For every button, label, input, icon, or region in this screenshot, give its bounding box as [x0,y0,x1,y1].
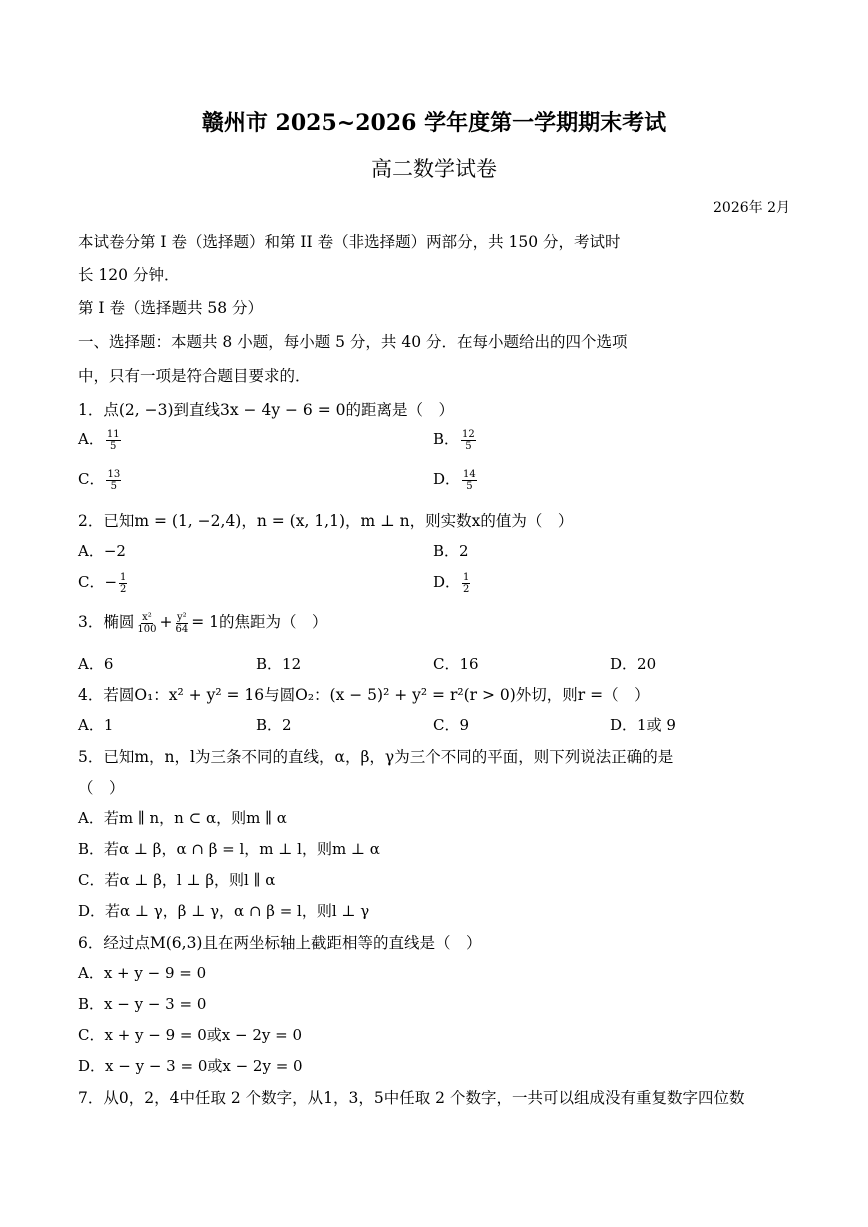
section-1-instructions-2: 中，只有一项是符合题目要求的． [78,367,311,385]
q3-option-a: A．6 [78,655,114,673]
question-7-stem: 7．从0，2，4中任取 2 个数字，从1，3，5中任取 2 个数字，一共可以组成没有重复数字四位数 [78,1089,745,1107]
q6-option-a: A．x + y − 9 = 0 [78,964,207,982]
exam-title: 赣州市 2025~2026 学年度第一学期期末考试 [201,110,667,136]
q6-option-d: D．x − y − 3 = 0或x − 2y = 0 [78,1057,303,1075]
q4-option-a: A．1 [78,716,114,734]
q5-option-b: B．若α ⊥ β，α ∩ β = l，m ⊥ l，则m ⊥ α [78,840,380,858]
q3-option-c: C．16 [433,655,479,673]
question-5-stem-2: （ ） [78,779,125,797]
part-1-heading: 第 I 卷（选择题共 58 分） [78,299,264,317]
q1-option-a: A． $\frac{11}{5}$ [78,428,120,452]
q1-option-c: C． $\frac{13}{5}$ [78,468,121,492]
q6-option-c: C．x + y − 9 = 0或x − 2y = 0 [78,1026,303,1044]
q2-option-d: D． $\frac{1}{2}$ [433,571,470,595]
question-4-stem: 4．若圆O₁：x² + y² = 16与圆O₂：(x − 5)² + y² = r²(r > 0)外切，则r =（ ） [78,686,650,704]
q2-option-a: A．−2 [78,542,126,560]
q4-option-d: D．1或 9 [610,716,676,734]
q3-option-d: D．20 [610,655,657,673]
q2-option-b: B．2 [433,542,469,560]
q1-option-b: B． $\frac{12}{5}$ [433,428,475,452]
q5-option-a: A．若m ∥ n，n ⊂ α，则m ∥ α [78,809,287,827]
exam-subtitle: 高二数学试卷 [371,157,497,181]
question-2-stem: 2．已知m = (1, −2,4)，n = (x, 1,1)，m ⊥ n，则实数x的值为（ ） [78,512,574,530]
q3-option-b: B．12 [256,655,302,673]
q5-option-c: C．若α ⊥ β，l ⊥ β，则l ∥ α [78,871,276,889]
q5-option-d: D．若α ⊥ γ，β ⊥ γ，α ∩ β = l，则l ⊥ γ [78,902,370,920]
q6-option-b: B．x − y − 3 = 0 [78,995,207,1013]
question-1-stem: 1．点(2, −3)到直线3x − 4y − 6 = 0的距离是（ ） [78,401,454,419]
q1-option-d: D． $\frac{14}{5}$ [433,468,476,492]
question-5-stem-1: 5．已知m，n，l为三条不同的直线，α，β，γ为三个不同的平面，则下列说法正确的是 [78,748,674,766]
intro-line-1: 本试卷分第 I 卷（选择题）和第 II 卷（非选择题）两部分，共 150 分，考试时 [78,233,621,251]
question-3-stem: 3．椭圆 $\frac{\text{x²}}{100}$ + $\frac{\text{y²}}{64}$ = 1的焦距为（ ） [78,611,328,635]
q2-option-c: C．− $\frac{1}{2}$ [78,571,127,595]
q4-option-b: B．2 [256,716,292,734]
intro-line-2: 长 120 分钟． [78,266,180,284]
question-6-stem: 6．经过点M(6,3)且在两坐标轴上截距相等的直线是（ ） [78,934,482,952]
q4-option-c: C．9 [433,716,470,734]
exam-date: 2026年 2月 [713,200,790,216]
section-1-instructions-1: 一、选择题：本题共 8 小题，每小题 5 分，共 40 分．在每小题给出的四个选项 [78,333,628,351]
